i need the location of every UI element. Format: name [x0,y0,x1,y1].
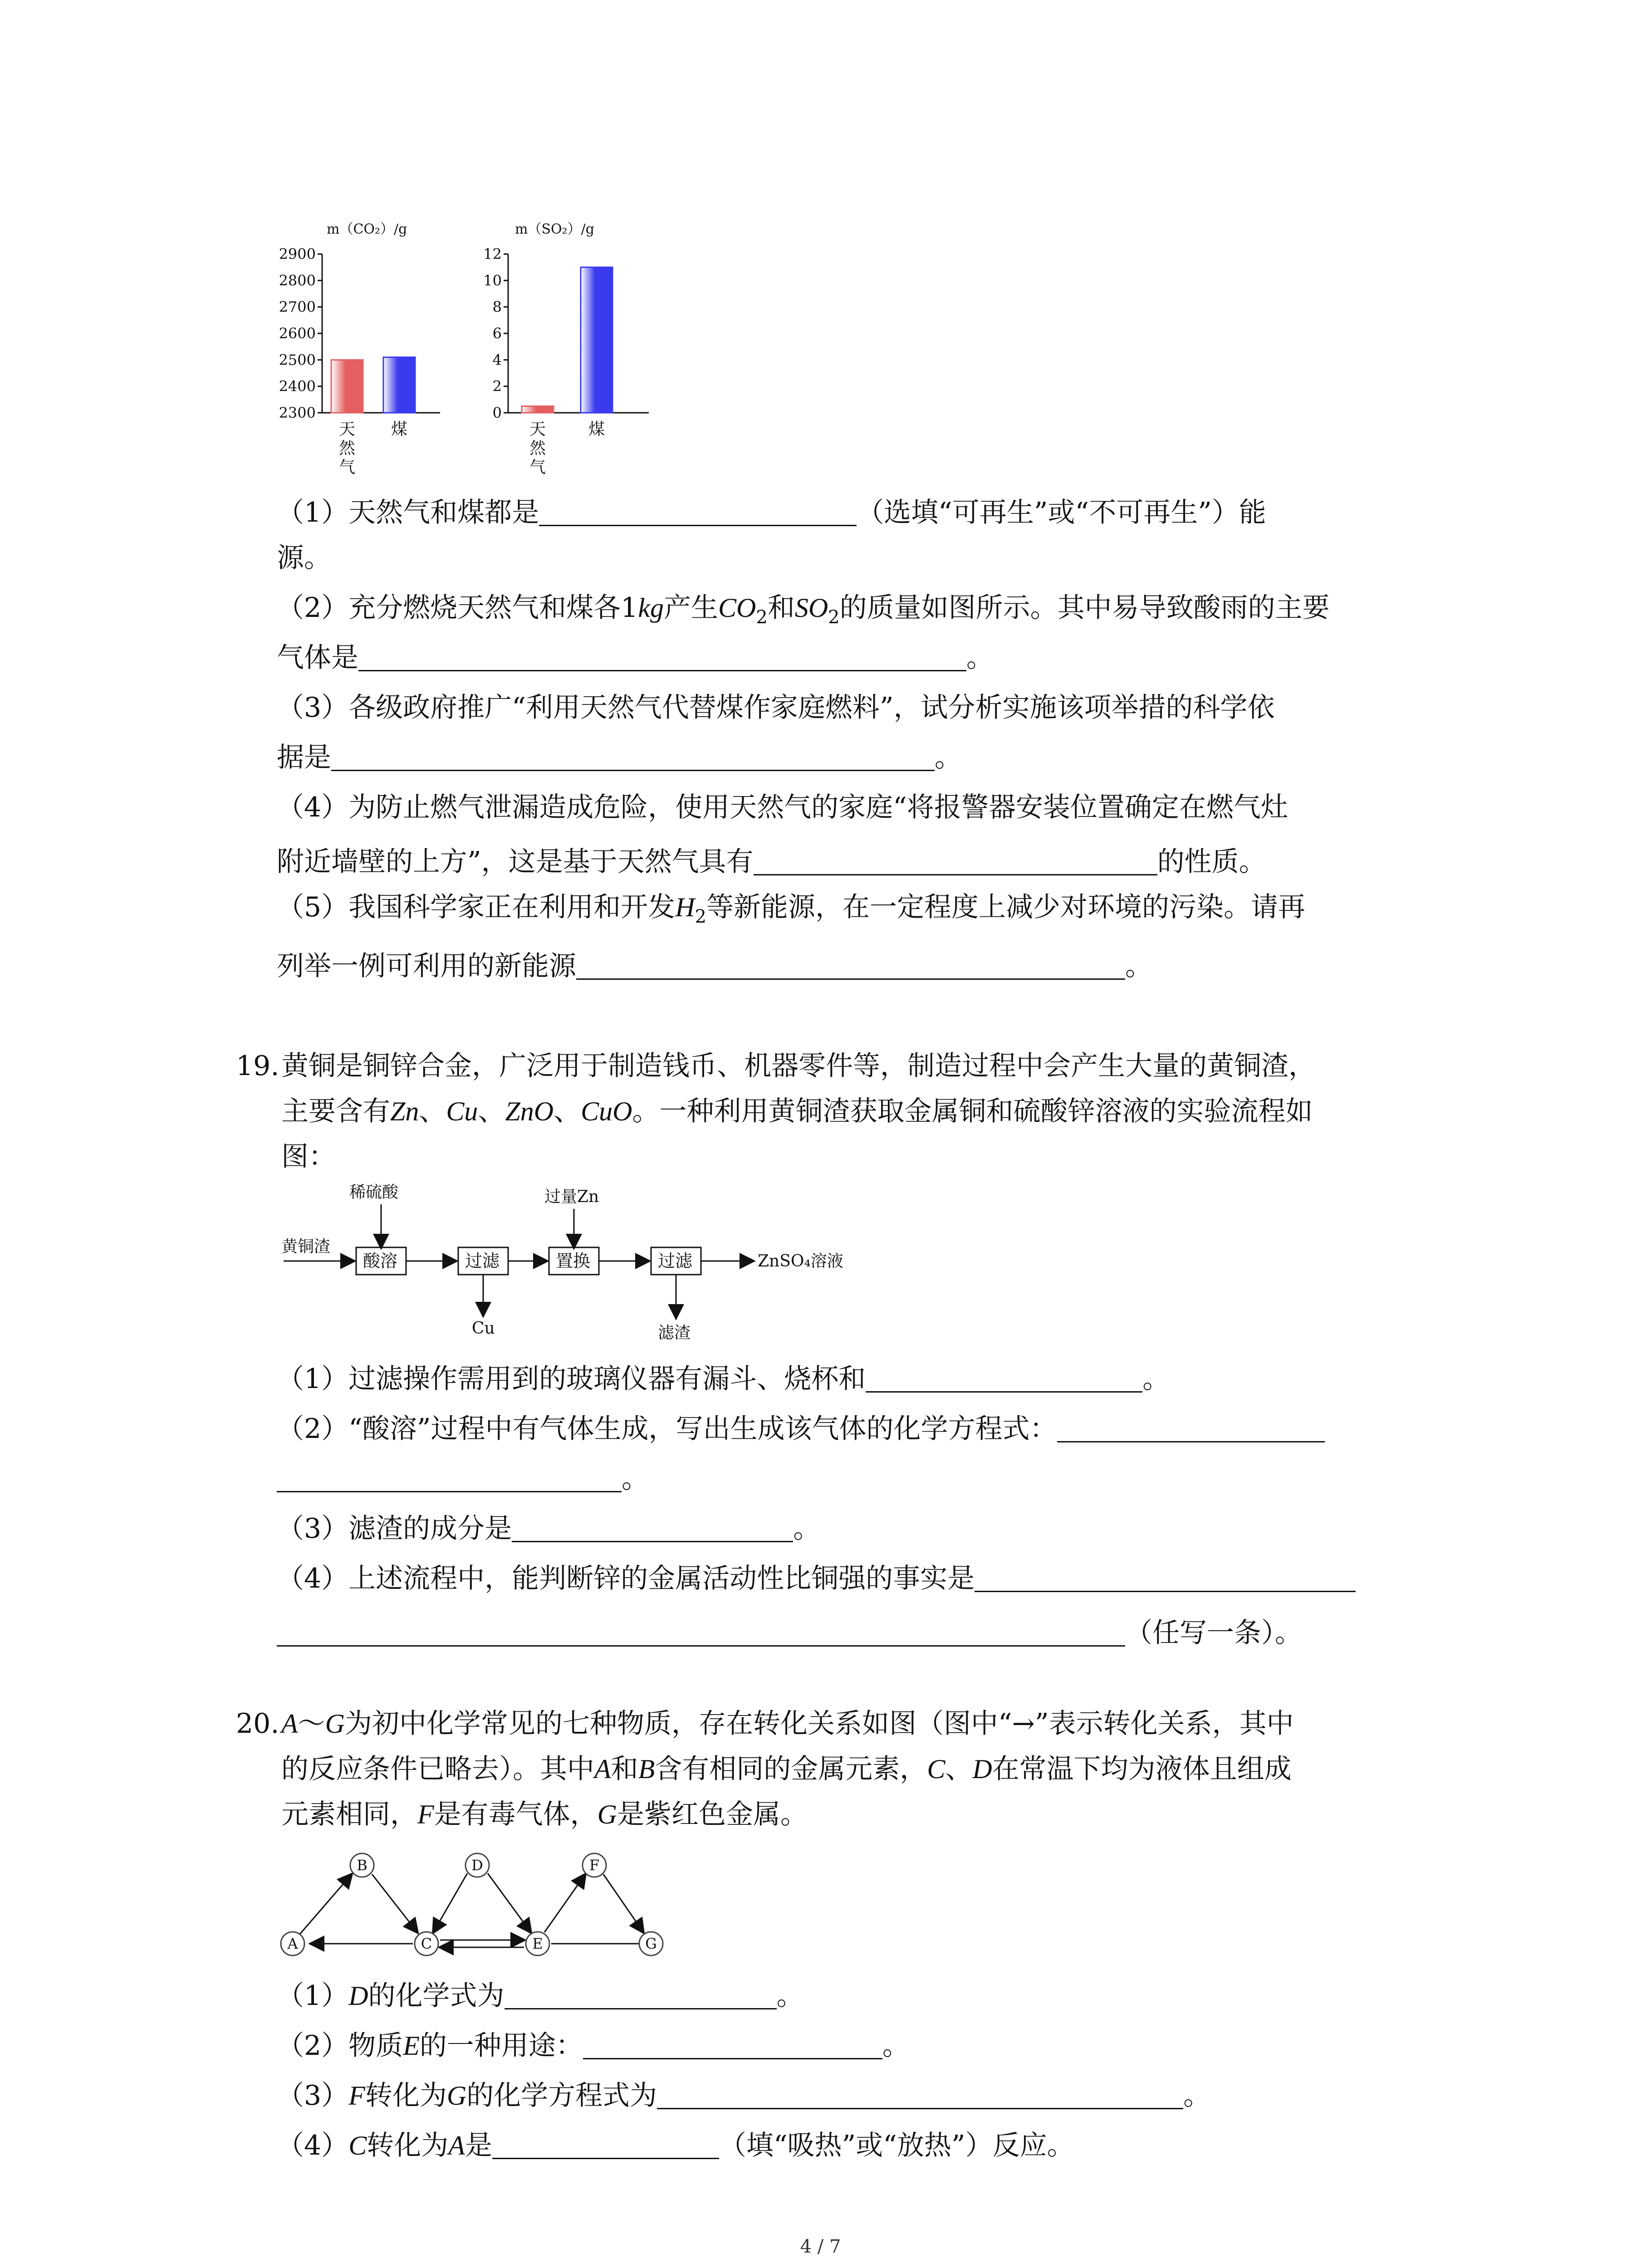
q18-sub1-answer-blank[interactable] [539,498,857,526]
separator: 、 [478,1095,505,1127]
q20-sub1 [277,1978,804,2014]
var-d: D [972,1754,992,1784]
var-a: A [281,1709,298,1739]
q18-sub2-text-c: 的质量如图所示。其中易导致酸雨的主要 [839,592,1330,624]
substance-relationship-diagram [277,1842,694,1964]
conj: 和 [611,1753,638,1785]
q20-stem-text: 为初中化学常见的七种物质，存在转化关系如图（图中“→”表示转化关系，其中 [345,1708,1294,1740]
edge-a-to-b [299,1874,352,1935]
q19-sub2-text: （2）“酸溶”过程中有气体生成，写出生成该气体的化学方程式： [277,1413,1057,1445]
q19-sub2-answer-blank[interactable] [1057,1414,1325,1442]
q18-sub2-answer-blank[interactable] [358,643,966,671]
node-a [281,1932,304,1955]
q19-sub2-answer-blank-cont[interactable] [277,1464,622,1492]
q19-sub2-end: 。 [622,1463,649,1495]
edge-d-to-c [433,1873,467,1932]
q20-sub2-text: （2）物质 [277,2030,403,2062]
edge-b-to-c [372,1874,417,1932]
so2-axis-label: m（SO₂）/g [515,221,594,237]
q20-sub2-end: 。 [882,2030,910,2062]
unit-kg: kg [638,593,664,623]
var-f: F [348,2081,365,2111]
q20-sub1-answer-blank[interactable] [505,1981,777,2009]
q19-stem-line1: 黄铜是铜锌合金，广泛用于制造钱币、机器零件等，制造过程中会产生大量的黄铜渣， [281,1050,1316,1082]
category-label: 然 [529,439,546,458]
q18-sub3-text-b: 据是 [277,742,331,773]
step-acid-dissolve-label: 酸溶 [363,1251,398,1271]
y-tick-label: 2400 [279,377,316,395]
bar-煤 [383,357,415,413]
q18-sub5-answer-blank[interactable] [576,951,1125,980]
q19-number: 19. [236,1050,279,1082]
q19-sub4-end: （任写一条）。 [1125,1617,1302,1649]
var-g: G [597,1799,617,1829]
y-tick-label: 8 [492,298,502,316]
q19-sub3-text: （3）滤渣的成分是 [277,1513,512,1545]
formula-h2: H [675,892,695,922]
var-c: C [348,2131,367,2160]
q18-sub1-line2: 源。 [277,542,331,574]
reagent-dilute-acid: 稀硫酸 [349,1183,399,1202]
q20-stem-text-f: 是有毒气体， [434,1799,598,1830]
y-tick-label: 2300 [279,404,316,421]
q20-sub3-text-b: 的化学方程式为 [466,2080,657,2112]
bar-天然气 [522,406,554,413]
q18-sub5-line1 [277,889,1305,935]
y-tick-label: 2500 [279,351,316,369]
var-e: E [403,2031,420,2061]
co2-chart [279,221,440,477]
emissions-bar-charts [268,213,667,503]
q18-sub3-line2 [277,739,962,776]
y-tick-label: 10 [483,272,502,289]
q18-sub4-end: 的性质。 [1157,846,1266,878]
tilde: ～ [298,1708,325,1740]
category-label: 煤 [588,420,605,439]
q19-sub1-end: 。 [1142,1363,1170,1395]
page-number: 4 / 7 [800,2236,841,2257]
q18-sub2-and: 和 [767,592,795,624]
q18-sub3-line1: （3）各级政府推广“利用天然气代替煤作家庭燃料”，试分析实施该项举措的科学依 [277,692,1275,723]
y-tick-label: 2 [492,377,502,395]
q19-sub1 [277,1361,1170,1397]
q20-sub1-text: 的化学式为 [368,1980,505,2012]
q18-sub5-end: 。 [1125,950,1152,982]
output-cu: Cu [472,1319,495,1338]
bar-煤 [581,267,612,413]
bar-天然气 [331,360,363,413]
node-e [526,1932,549,1955]
q20-stem-line1 [281,1706,1294,1742]
step-displacement-label: 置换 [556,1251,591,1271]
q20-stem-line3 [281,1796,808,1833]
subscript: 2 [756,607,768,628]
svg-text:G: G [645,1935,657,1952]
q18-sub5-text-b: 等新能源，在一定程度上减少对环境的污染。请再 [706,891,1305,923]
q18-sub2-text: （2）充分燃烧天然气和煤各1 [277,592,638,624]
step-filter-2-label: 过滤 [658,1251,693,1271]
q20-stem-text-d: 在常温下均为液体且组成 [992,1753,1292,1785]
q20-sub1-num: （1） [277,1980,349,2012]
step-filter-1-label: 过滤 [465,1251,500,1271]
output-filter-residue: 滤渣 [658,1324,691,1342]
q20-stem-text-b: 的反应条件已略去）。其中 [281,1753,594,1785]
q19-stem-line3: 图： [281,1141,336,1173]
q18-sub1-line1 [277,494,1266,531]
q20-sub4-end: （填“吸热”或“放热”）反应。 [719,2130,1074,2161]
svg-text:E: E [532,1935,543,1952]
q18-sub5-text: （5）我国科学家正在利用和开发 [277,891,676,923]
q18-sub1-text-b: （选填“可再生”或“不可再生”）能 [857,497,1266,528]
q18-sub4-line1: （4）为防止燃气泄漏造成危险，使用天然气的家庭“将报警器安装位置确定在燃气灶 [277,792,1288,823]
formula-zno: ZnO [505,1096,554,1126]
q18-sub2-line1 [277,590,1330,635]
category-label: 天 [338,420,356,439]
q18-sub3-end: 。 [935,742,962,773]
separator: 、 [419,1095,446,1127]
node-d [465,1853,489,1877]
q20-sub2 [277,2028,910,2064]
q20-sub1-end: 。 [776,1980,804,2012]
edge-d-to-e [488,1873,531,1932]
q20-stem-line2 [281,1751,1292,1787]
flow-start-label: 黄铜渣 [281,1237,331,1256]
node-g [639,1932,663,1955]
separator: 、 [945,1753,973,1785]
q20-sub4-num: （4） [277,2130,349,2161]
q19-stem-line2 [281,1093,1313,1129]
separator: 、 [554,1095,581,1127]
q20-sub4-text: 转化为 [367,2130,449,2161]
formula-cu: Cu [446,1096,478,1126]
co2-axis-label: m（CO₂）/g [327,221,407,237]
category-label: 气 [529,458,546,477]
q19-sub1-text: （1）过滤操作需用到的玻璃仪器有漏斗、烧杯和 [277,1363,866,1395]
q18-sub4-text-b: 附近墙壁的上方”，这是基于天然气具有 [277,846,754,878]
y-tick-label: 2900 [279,245,316,263]
q19-stem-text-b: 。一种利用黄铜渣获取金属铜和硫酸锌溶液的实验流程如 [632,1095,1313,1127]
q19-sub2-line2 [277,1461,649,1497]
y-tick-label: 2600 [279,325,316,342]
category-label: 煤 [391,420,408,439]
y-tick-label: 4 [492,351,502,369]
q18-sub1-text: （1）天然气和煤都是 [277,497,539,528]
so2-chart [483,221,649,477]
q20-sub2-text-b: 的一种用途： [419,2030,583,2062]
q19-sub3-answer-blank[interactable] [512,1514,793,1542]
q20-sub4 [277,2127,1074,2164]
q19-sub4-text: （4）上述流程中，能判断锌的金属活动性比铜强的事实是 [277,1563,975,1594]
q20-stem-text-c: 含有相同的金属元素， [655,1753,927,1785]
category-label: 天 [529,420,546,439]
node-c [415,1932,438,1955]
subscript: 2 [828,607,840,628]
q18-sub2-line2 [277,640,994,676]
category-label: 气 [338,458,356,477]
q19-stem-text: 主要含有 [281,1095,390,1127]
q20-sub3 [277,2077,1210,2114]
q19-sub4-line1 [277,1560,1356,1597]
q18-sub5-text-c: 列举一例可利用的新能源 [277,950,576,982]
edge-f-to-g [603,1874,643,1932]
q20-sub4-text-b: 是 [465,2130,492,2161]
var-f: F [417,1799,434,1829]
q18-sub2-end: 。 [966,642,994,674]
q20-stem-text-g: 是紫红色金属。 [617,1799,808,1830]
q18-sub3-answer-blank[interactable] [331,743,935,771]
var-d: D [348,1981,368,2011]
svg-text:F: F [589,1857,600,1874]
formula-so2: SO [794,593,828,623]
brass-process-flowchart [281,1179,871,1352]
reagent-excess-zn: 过量Zn [544,1188,599,1206]
q19-sub1-answer-blank[interactable] [866,1364,1142,1393]
y-tick-label: 6 [492,325,502,342]
q18-sub2-text-d: 气体是 [277,642,358,674]
q20-sub3-answer-blank[interactable] [657,2081,1183,2109]
q19-sub4-line2 [277,1615,1302,1651]
q20-stem-text-e: 元素相同， [281,1799,417,1830]
flow-end-label: ZnSO₄溶液 [758,1252,843,1271]
var-b: B [638,1754,655,1784]
q20-sub3-text: 转化为 [365,2080,447,2112]
q19-sub3-end: 。 [793,1513,821,1545]
var-a: A [448,2131,465,2160]
node-f [583,1853,606,1877]
edge-e-to-f [544,1874,585,1932]
q18-sub4-line2 [277,844,1266,880]
y-tick-label: 2800 [279,272,316,289]
q19-sub3 [277,1510,820,1547]
svg-text:A: A [287,1935,298,1952]
node-b [350,1853,374,1877]
y-tick-label: 0 [492,404,502,421]
q20-sub2-answer-blank[interactable] [583,2031,882,2059]
y-tick-label: 12 [483,245,502,263]
q20-sub4-answer-blank[interactable] [492,2131,719,2159]
q19-sub2-line1 [277,1411,1325,1447]
q20-number: 20. [236,1708,279,1740]
var-a: A [594,1754,611,1784]
subscript: 2 [695,906,706,927]
formula-zn: Zn [390,1096,419,1126]
q18-sub5-line2 [277,948,1152,984]
category-label: 然 [338,439,356,458]
var-c: C [927,1754,945,1784]
svg-text:B: B [357,1857,367,1874]
formula-cuo: CuO [581,1096,632,1126]
q20-sub3-num: （3） [277,2080,349,2112]
q18-sub2-text-b: 产生 [664,592,718,624]
q20-sub3-end: 。 [1183,2080,1211,2112]
var-g: G [325,1709,345,1739]
q19-sub4-answer-blank-cont[interactable] [277,1618,1125,1647]
svg-text:C: C [421,1935,432,1952]
var-g: G [446,2081,467,2111]
q18-sub4-answer-blank[interactable] [754,847,1157,875]
svg-text:D: D [471,1857,483,1874]
q19-sub4-answer-blank[interactable] [975,1564,1356,1592]
formula-co2: CO [718,593,756,623]
y-tick-label: 2700 [279,298,316,316]
